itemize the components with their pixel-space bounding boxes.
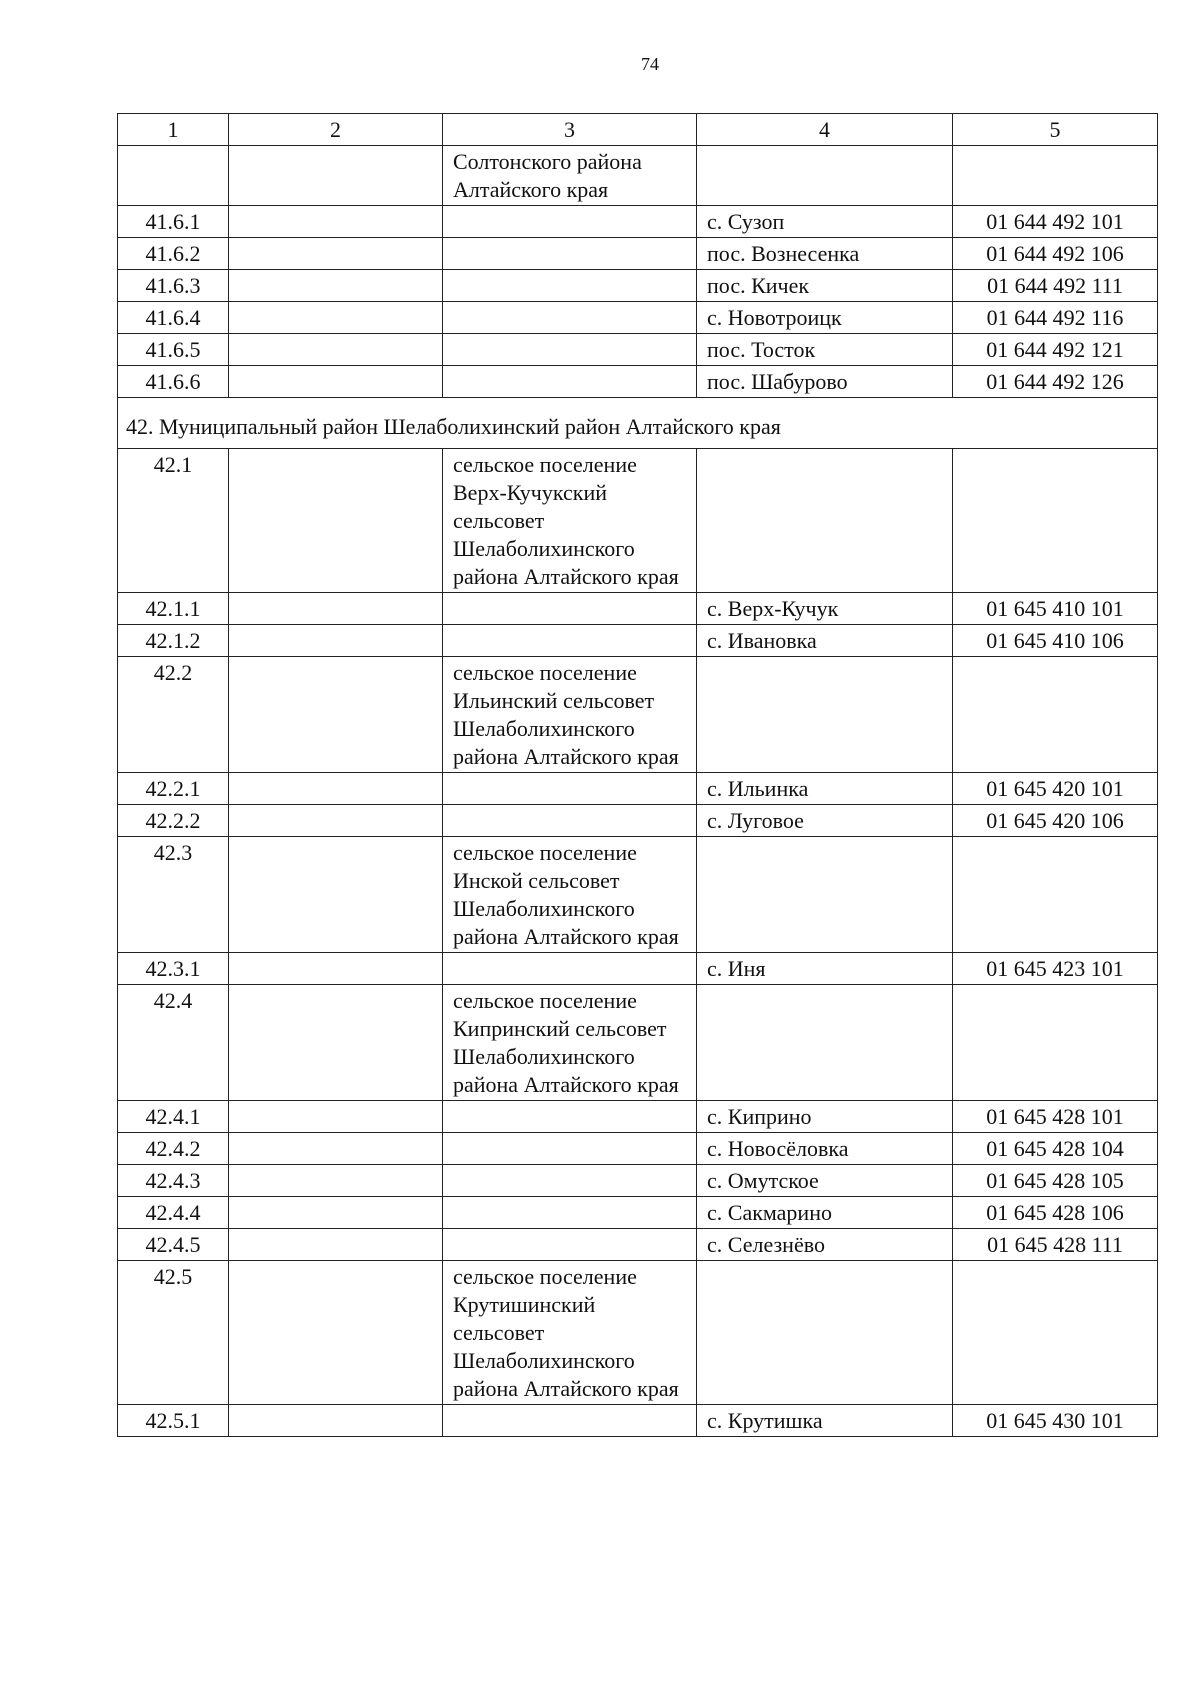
row-number-cell: 42.3.1 [118, 953, 229, 985]
settlement-cell: с. Новосёловка [697, 1133, 953, 1165]
settlement-cell: с. Сакмарино [697, 1197, 953, 1229]
municipality-cell [443, 805, 697, 837]
table-body [118, 114, 1158, 1437]
settlement-cell: с. Новотроицк [697, 302, 953, 334]
municipality-cell [443, 1165, 697, 1197]
municipality-cell: сельское поселение Ильинский сельсовет Шелаболихинского района Алтайского края [443, 657, 697, 773]
table-row [118, 625, 1158, 657]
settlements-table [117, 113, 1158, 1437]
code-cell [953, 449, 1158, 593]
settlement-cell [697, 146, 953, 206]
page-number: 74 [641, 54, 659, 74]
row-number-cell: 42.2 [118, 657, 229, 773]
municipality-cell [443, 953, 697, 985]
settlement-cell: пос. Тосток [697, 334, 953, 366]
row-number-cell: 42.5.1 [118, 1405, 229, 1437]
code-cell [953, 985, 1158, 1101]
code-cell: 01 645 428 104 [953, 1133, 1158, 1165]
municipality-cell: сельское поселение Кипринский сельсовет Шелаболихинского района Алтайского края [443, 985, 697, 1101]
row-number-cell: 42.4.1 [118, 1101, 229, 1133]
column-2-cell [229, 593, 443, 625]
column-2-cell [229, 953, 443, 985]
settlement-cell: с. Омутское [697, 1165, 953, 1197]
column-2-cell [229, 1405, 443, 1437]
row-number-cell: 42.2.1 [118, 773, 229, 805]
table-row [118, 270, 1158, 302]
settlement-cell: с. Луговое [697, 805, 953, 837]
municipality-cell [443, 773, 697, 805]
column-2-cell [229, 302, 443, 334]
column-header: 5 [953, 114, 1158, 146]
table-row [118, 1405, 1158, 1437]
code-cell: 01 645 410 106 [953, 625, 1158, 657]
municipality-cell [443, 1197, 697, 1229]
code-cell [953, 146, 1158, 206]
row-number-cell: 41.6.2 [118, 238, 229, 270]
column-2-cell [229, 805, 443, 837]
settlement-cell: с. Верх-Кучук [697, 593, 953, 625]
row-number-cell: 41.6.3 [118, 270, 229, 302]
settlement-cell [697, 657, 953, 773]
settlement-cell [697, 449, 953, 593]
column-2-cell [229, 1101, 443, 1133]
column-2-cell [229, 1197, 443, 1229]
municipality-cell: сельское поселение Крутишинский сельсовет Шелаболихинского района Алтайского края [443, 1261, 697, 1405]
code-cell: 01 645 420 101 [953, 773, 1158, 805]
column-header: 3 [443, 114, 697, 146]
code-cell [953, 1261, 1158, 1405]
municipality-cell [443, 625, 697, 657]
row-number-cell: 41.6.5 [118, 334, 229, 366]
column-2-cell [229, 366, 443, 398]
column-header: 1 [118, 114, 229, 146]
section-header-row [118, 398, 1158, 449]
municipality-cell [443, 270, 697, 302]
settlement-cell: с. Селезнёво [697, 1229, 953, 1261]
code-cell: 01 645 410 101 [953, 593, 1158, 625]
settlement-cell: пос. Шабурово [697, 366, 953, 398]
code-cell: 01 645 428 111 [953, 1229, 1158, 1261]
code-cell: 01 645 428 105 [953, 1165, 1158, 1197]
code-cell: 01 645 430 101 [953, 1405, 1158, 1437]
municipality-cell [443, 1229, 697, 1261]
code-cell: 01 644 492 126 [953, 366, 1158, 398]
row-number-cell: 42.4 [118, 985, 229, 1101]
table-row [118, 1165, 1158, 1197]
settlement-cell [697, 1261, 953, 1405]
column-2-cell [229, 1165, 443, 1197]
column-2-cell [229, 449, 443, 593]
municipality-cell [443, 1133, 697, 1165]
table-row [118, 302, 1158, 334]
settlement-cell: с. Крутишка [697, 1405, 953, 1437]
municipality-cell [443, 334, 697, 366]
table-row [118, 1133, 1158, 1165]
table-row [118, 1229, 1158, 1261]
table-row [118, 1261, 1158, 1405]
settlement-cell: пос. Вознесенка [697, 238, 953, 270]
row-number-cell: 42.4.5 [118, 1229, 229, 1261]
code-cell: 01 644 492 101 [953, 206, 1158, 238]
code-cell: 01 645 420 106 [953, 805, 1158, 837]
column-2-cell [229, 238, 443, 270]
table-row [118, 146, 1158, 206]
column-2-cell [229, 270, 443, 302]
code-cell: 01 644 492 116 [953, 302, 1158, 334]
column-2-cell [229, 1133, 443, 1165]
table-row [118, 449, 1158, 593]
table-row [118, 1101, 1158, 1133]
settlement-cell: пос. Кичек [697, 270, 953, 302]
municipality-cell [443, 238, 697, 270]
column-2-cell [229, 146, 443, 206]
table-row [118, 657, 1158, 773]
column-header-row [118, 114, 1158, 146]
municipality-cell [443, 1405, 697, 1437]
code-cell: 01 644 492 121 [953, 334, 1158, 366]
row-number-cell: 42.1 [118, 449, 229, 593]
municipality-cell [443, 593, 697, 625]
row-number-cell: 42.1.2 [118, 625, 229, 657]
settlement-cell: с. Ивановка [697, 625, 953, 657]
column-2-cell [229, 206, 443, 238]
table-row [118, 366, 1158, 398]
column-2-cell [229, 1261, 443, 1405]
column-2-cell [229, 985, 443, 1101]
table-row [118, 593, 1158, 625]
table-row [118, 238, 1158, 270]
settlement-cell: с. Иня [697, 953, 953, 985]
municipality-cell [443, 206, 697, 238]
municipality-cell: Солтонского района Алтайского края [443, 146, 697, 206]
row-number-cell: 42.4.4 [118, 1197, 229, 1229]
table-row [118, 773, 1158, 805]
municipality-cell: сельское поселение Инской сельсовет Шелаболихинского района Алтайского края [443, 837, 697, 953]
municipality-cell [443, 1101, 697, 1133]
municipality-cell [443, 366, 697, 398]
row-number-cell: 42.3 [118, 837, 229, 953]
row-number-cell: 42.1.1 [118, 593, 229, 625]
column-2-cell [229, 837, 443, 953]
municipality-cell: сельское поселение Верх-Кучукский сельсовет Шелаболихинского района Алтайского края [443, 449, 697, 593]
row-number-cell: 41.6.6 [118, 366, 229, 398]
settlement-cell [697, 837, 953, 953]
table-row [118, 1197, 1158, 1229]
row-number-cell: 42.4.2 [118, 1133, 229, 1165]
section-title: 42. Муниципальный район Шелаболихинский район Алтайского края [118, 398, 1158, 449]
column-2-cell [229, 657, 443, 773]
table-row [118, 206, 1158, 238]
column-2-cell [229, 1229, 443, 1261]
row-number-cell: 42.4.3 [118, 1165, 229, 1197]
code-cell: 01 645 428 106 [953, 1197, 1158, 1229]
table-row [118, 953, 1158, 985]
settlement-cell: с. Ильинка [697, 773, 953, 805]
table-row [118, 985, 1158, 1101]
column-2-cell [229, 334, 443, 366]
table-row [118, 805, 1158, 837]
municipality-cell [443, 302, 697, 334]
code-cell: 01 645 423 101 [953, 953, 1158, 985]
settlement-cell: с. Киприно [697, 1101, 953, 1133]
row-number-cell: 41.6.4 [118, 302, 229, 334]
settlement-cell [697, 985, 953, 1101]
row-number-cell: 42.5 [118, 1261, 229, 1405]
code-cell: 01 645 428 101 [953, 1101, 1158, 1133]
table-row [118, 334, 1158, 366]
column-2-cell [229, 773, 443, 805]
column-header: 2 [229, 114, 443, 146]
row-number-cell: 41.6.1 [118, 206, 229, 238]
row-number-cell [118, 146, 229, 206]
code-cell: 01 644 492 106 [953, 238, 1158, 270]
row-number-cell: 42.2.2 [118, 805, 229, 837]
code-cell: 01 644 492 111 [953, 270, 1158, 302]
table-row [118, 837, 1158, 953]
column-header: 4 [697, 114, 953, 146]
code-cell [953, 837, 1158, 953]
settlement-cell: с. Сузоп [697, 206, 953, 238]
code-cell [953, 657, 1158, 773]
column-2-cell [229, 625, 443, 657]
